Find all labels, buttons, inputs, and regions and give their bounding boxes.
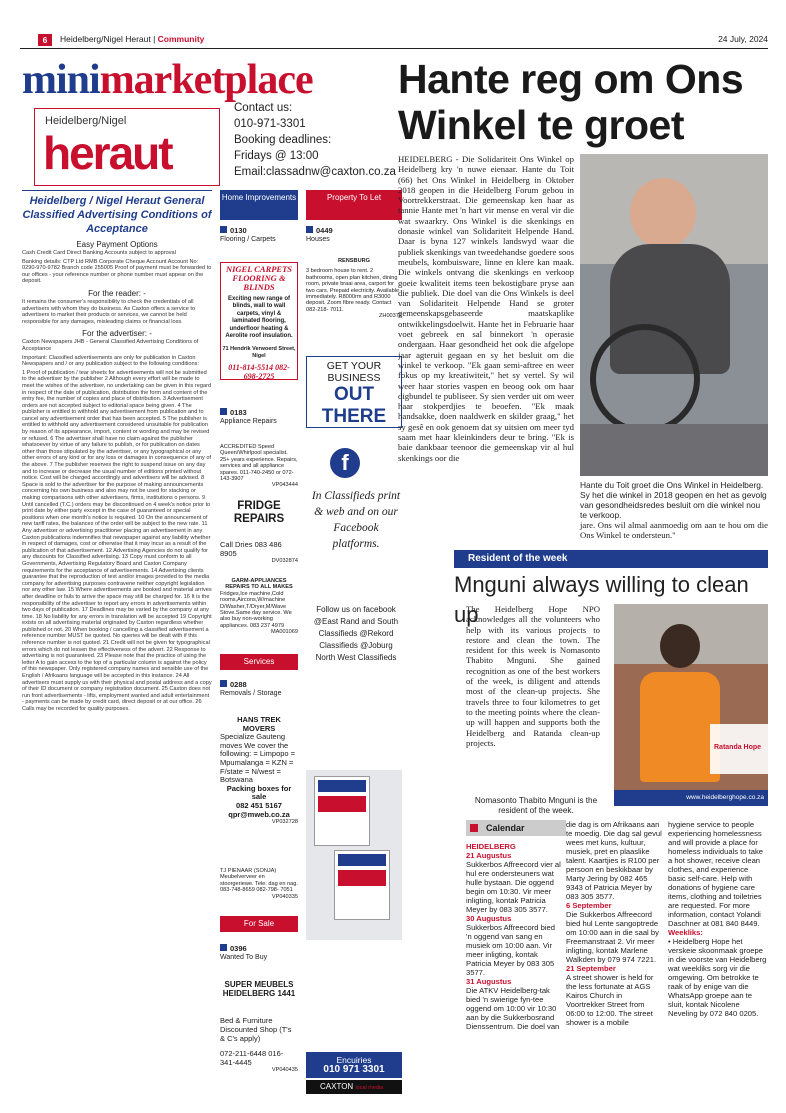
rensburg-ad: RENSBURG 3 bedroom house to rent. 2 bathrooms, open plan kitchen, dining room, private braai area, carport for two cars. Prepaid electricity. Available immediately. R8000rm and R3000 deposit. Zoom fibre ready. Contact 082-218- 7011. ZH00372 [306,258,402,320]
resident-bar: Resident of the week [454,550,768,568]
caxton-logo: CAXTON local media [306,1080,402,1094]
article-body: HEIDELBERG - Die Solidariteit Ons Winkel op Heidelberg kry 'n nuwe eienaar. Hante du Toit (66) het Ons Winkel in Heidelberg in Oktober 2018 geopen in die Heidelberg Forum gebou in Voortrekkerstraat. Die gemeenskap ken haar as tannie Hante met 'n hart vir mense en veral vir die wat swaarkry. Ons Winkel is die skenkings en donasie winkel van Solidariteit Helpende Hand. Daar is byna 127 winkels landswyd waar die publiek skenkings van tweedehandse goedere soos meubels, kombuisware, linne en klere kan maak. Die winkels ontvang die skenkings en verkoop goeie kwaliteit items teen bekostigbare pryse aan die publiek. Die doel van die Ons Winkels is deel van Solidariteit Helpende Hand se groter gemeenskapsgebaseerde maatskaplike ontwikkelingsdoelwit. Hante het in Februarie haar voet gebreek en sal binnekort 'n operasie ondergaan. Haar gesondheid het ook die afgelope jaar agteruit gegaan en sy het besluit om die winkel te verkoop. "Ek gaan semi-aftree en weer fokus op my kreatiwiteit," het sy vertel. Sy wil weer haar stories vaspen en beoog ook om haar digbundel te publiseer. Sy sien verder uit om weer haar stokperdjies te beoefen. "Ek maak handsakke, doen naaldwerk en skilder graag," het sy gesê en ook genoem dat sy uitsien om meer tyd saam met haar kleinkinders deur te bring. "Ek is baie dankbaar teenoor die gemeenskap vir al hul skenkings oor die [398,154,574,463]
hans-trek-movers-ad: HANS TREK MOVERS Specialize Gauteng moves We cover the following: = Limpopo = Mpumalanga = KZN = F/state = N/west = Botswana Packing boxes for sale 082 451 5167 qpr@mweb.co.za VP032728 [220,715,298,826]
fridge-repairs-ad: FRIDGE REPAIRS Call Dries 083 486 8905 DV032874 [220,500,298,564]
class-0449: 0449 Houses [306,226,333,243]
heraut-logo: Heidelberg/Nigel heraut [34,108,220,186]
minimarketplace-masthead: minimarketplace [22,57,313,103]
article-continuation: jare. Ons wil almal aanmoedig om aan te hou om die Ons Winkel te ondersteun." [580,520,768,541]
class-0396: 0396 Wanted To Buy [220,944,268,961]
contact-box: Contact us: 010-971-3301 Booking deadlines: Fridays @ 13:00 Email:classadnw@caxton.co.za [234,102,396,178]
hante-photo [580,154,768,476]
follow-us-text: Follow us on facebook @East Rand and South Classifieds @Rekord Classifieds @Joburg North West Classifieds [313,605,399,662]
resident-caption: Nomasonto Thabito Mnguni is the resident of the week. [474,796,598,815]
resident-body: The Heidelberg Hope NPO acknowledges all the volunteers who help with its various projects to restore and clean the town. The resident for this week is Nomasonto Thabito Mnguni. She gained recognition as one of the best workers of the week, is diligent and attends most of the clean-up projects. She travels three to four kilometres to get to the meeting points where the clean-up will happen and supports both the Heidelberg and Ratanda clean-up projects. [466,604,600,748]
class-0183: 0183 Appliance Repairs [220,408,277,425]
services-header: Services [220,654,298,670]
property-to-let-header: Property To Let [306,190,402,220]
tj-pienaar-ad: TJ PIENAAR (SONJA) Meubelverveer en stoorgeriewe. Tele. dag en nag. 083-748-8659 082-798- 7051 VP040335 [220,868,298,900]
garm-appliances-ad: GARM-APPLIANCES REPAIRS TO ALL MAKES Fridges,Ice machine,Cold rooms,Aircons,W/machine D/Washer,T/Dryer,M/Wave Stove.Same day service. We also buy non-working appliances. 083 237 4979 MA001069 [220,578,298,636]
enquiries-box: Encuiries 010 971 3301 [306,1052,402,1078]
for-sale-header: For Sale [220,916,298,932]
header-rule [20,48,768,49]
terms-heading: Heidelberg / Nigel Heraut General Classified Advertising Conditions of Acceptance [22,195,212,235]
home-improvements-header: Home Improvements [220,190,298,220]
issue-date: 24 July, 2024 [718,34,768,44]
get-your-business-out-there: GET YOUR BUSINESS OUT THERE [306,356,402,428]
paper-name: Heidelberg/Nigel Heraut | Community [60,34,205,44]
calendar-col-2: die dag is om Afrikaans aan te moedig. Die dag sal gevul wees met kuns, kultuur, musiek, pret en plaaslike talent. Kaartjies is R100 per persoon en beskikbaar by Marty Jering by 082 465 9343 of Patricia Meyer by 083 305 3577. 6 September Die Sukkerbos Affreecord bied hul Lente sangoptrede om 10:00 aan in die saal by Freemanstraat 2. Vir meer inligting, kontak Marlene Walkden by 079 974 7221. 21 September A street shower is held for the less fortunate at AGS Kairos Church in Voortrekker Street from 06:00 to 12:00. The street shower is a mobile [566,820,662,1027]
article-headline: Hante reg om Ons Winkel te groet [398,56,744,148]
class-0130: 0130 Flooring / Carpets [220,226,276,243]
calendar-col-3: hygiene service to people experiencing homelessness and will provide a place for homeless individuals to take a hot shower, receive clean clothes, and experience basic self-care. Help with donations of hygiene care items, clothing and toiletries are requested. For more information, contact Yolandi Daschner at 081 840 8449. Weekliks: • Heidelberg Hope het verskeie skoonmaak groepe in die voorste van Heidelberg wat weekliks sorg vir die omgewing. Om betrokke te raak of by enige van die WhatsApp groepe aan te sluit, kontak Nicolene Neveling by 072 840 0205. [668,820,767,1018]
calendar-label: Calendar [466,820,566,836]
facebook-promo-text: In Classifieds print & web and on our Facebook platforms. [311,490,401,550]
page-header [20,30,768,48]
accredited-ad: ACCREDITED Speed Queen/Whirlpool specialist. 25+ years experience. Repairs, services and all appliance spares. 011-740-2450 or 072-143-3907 VP043444 [220,444,298,489]
mnguni-photo: Ratanda Hope www.heidelberghope.co.za [614,604,768,806]
calendar-icon [470,824,478,832]
bed-furniture-ad: Bed & Furniture Discounted Shop (T's & C's apply) 072-211-6448 016-341-4445 VP040435 [220,1016,298,1073]
hante-caption: Hante du Toit groet die Ons Winkel in Heidelberg. Sy het die winkel in 2018 geopen en het as gevolg van gesondheidsredes besluit om die winkel nou te verkoop. [580,480,767,520]
terms-column: Heidelberg / Nigel Heraut General Classified Advertising Conditions of Acceptance Easy Payment Options Cash Credit Card Direct Banking Accounts subject to approval Banking details: CTP Ltd RMB Corporate Cheque Account Account No: 0290-970-9782 Branch code 255005 Proof of payment must be forwarded to our offices - your reference number or phone number must appear on the deposit. For the reader: - It remains the consumer's responsibility to check the credentials of all advertisers with whom they do business. As Caxton offers a service to advertisers to market their products or services, we cannot be held responsible for any damages, misleading claims or financial loss. For the advertiser: - Caxton Newspapers JHB - General Classified Advertising Conditions of Acceptance Important: Classified advertisements are only for publication in Caxton Newspapers and / or any publication subject to the following conditions: 1 Proof of publication / tear sheets for advertisements will not be submitted to the advertiser by the publisher 2 Although every effort will be made to meet the wishes of the advertiser, no undertaking can be given in this regard in respect of the date of publication, distribution the form and content of the entry fee, the number of copies and place of distribution. 3 Advertisement orders are not accepted subject to editorial space being given. 4 The publisher is entitled to withhold any advertisement from publication and to cancel any advertisement order that has been accepted. 5 The publisher is entitled to withhold any advertisement considered unsuitable for publication by reason of its appearance, import, content or wording and may be revised or refused. 6 The advertiser shall have no claim against the publisher whatsoever by virtue of any failure to publish, or for publication on dates other than those stipulated by the advertiser, or any typographical or any other errors of any kind or for any loss or damages in consequence of any of the above. 7 The publisher reserves the right to suspend issue on any day and to increase or decrease the usual number of editions printed without notice. Cost will be charged accordingly and advertisers will be advised. 8 Space is sold to the advertiser for the purpose of making announcements concerning his own business and also may not be used for stacking or making comparisons with other advertisers, firms, institutions o persons. 9 Until cancelled (T.C.) orders may be discontinued on 4 week's notice prior to print date by either party except in the case of guaranteed or special positions when one month's notice is required. 10 On the announcement of new tariff rates, the balances of the order will be subject to the new rate. 11 Any advertiser or advertising practitioner placing an advertisement in any Caxton publications indemnifies that newspaper against any liability whether in respect of damages, cost or otherwise that it may incur as a result of the publication of that advertisement. 12 Advertising Agencies do not qualify for any discounts for Classified advertising. 13 Copy must conform to all Governments, Advertising Regulatory Board and Caxton Company requirements for the acceptance of advertisements. 14 Advertising clients guarantee that the reproduction of text and/or images provided to the media company for advertising purposes contravene neither copyright legislation nor any other law. 15 Where advertisements are booked and material arrives after deadline or fails to arrive the space may still be charged for. 16 It is the responsibility of the advertiser to report any errors in advertisements within two days of publication. 17 Deadlines may be varied by the company at any time. 18 No liability for any errors in translation will be accepted 19 Copyright exists on all advertising material originated by Caxton regardless whether published or not. 20 When booking / cancelling a classified advertisement a reference number MUST be quoted. No queries will be dealt with if this reference number is not quoted. 21 Credit will not be given for typographical errors which do not lessen the effectiveness of the advert. 22 Response to advertising is not guaranteed. 23 Please note that the practice of using the letter A to gain access to the top of a particular column is against the policy of this newspaper. Only registered company names and sensible use of the English / Afrikaans language will be accepted in this instance. 24 All advertisers must supply us with their physical and postal address and a copy of their ID document or company registration document. 25 Caxton does not run front advertisements - lifts, employment wanted and adult entertainment - payments can be made by credit card, direct deposit or at our office. 26 Calls may be recorded for quality purposes. [22,190,212,1080]
class-0288: 0288 Removals / Storage [220,680,282,697]
page-number: 6 [38,34,52,46]
super-meubels-ad: SUPER MEUBELS HEIDELBERG 1441 [222,980,296,998]
calendar-col-1: HEIDELBERG 21 Augustus Sukkerbos Affreecord vier al hul ere ondersteuners wat hulle bystaan. Die oggend begin om 10:30. Vir meer inligting, kontak Patricia Meyer by 083 305 3577. 30 Augustus Sukkerbos Affreecord bied 'n oggend van sang en musiek om 10:00 aan. Vir meer inligting, kontak Patricia Meyer by 083 305 3577. 31 Augustus Die ATKV Heidelberg-tak bied 'n swierige fyn-tee oggend om 10:00 vir 10:30 aan by die Sukkerbosrand Dienssentrum. Die doel van [466,842,561,1031]
nigel-carpets-ad: NIGEL CARPETS FLOORING & BLINDS Exciting new range of blinds, wall to wall carpets, vinyl & laminated flooring, underfloor heating & Aerolite roof insulation. 71 Hendrik Verwoerd Street, Nigel 011-814-5514 082-698-2725 [220,262,298,380]
resident-headline: Mnguni always willing to clean up [454,572,749,627]
newspaper-stack-image [306,770,402,940]
facebook-icon: f [330,448,360,478]
